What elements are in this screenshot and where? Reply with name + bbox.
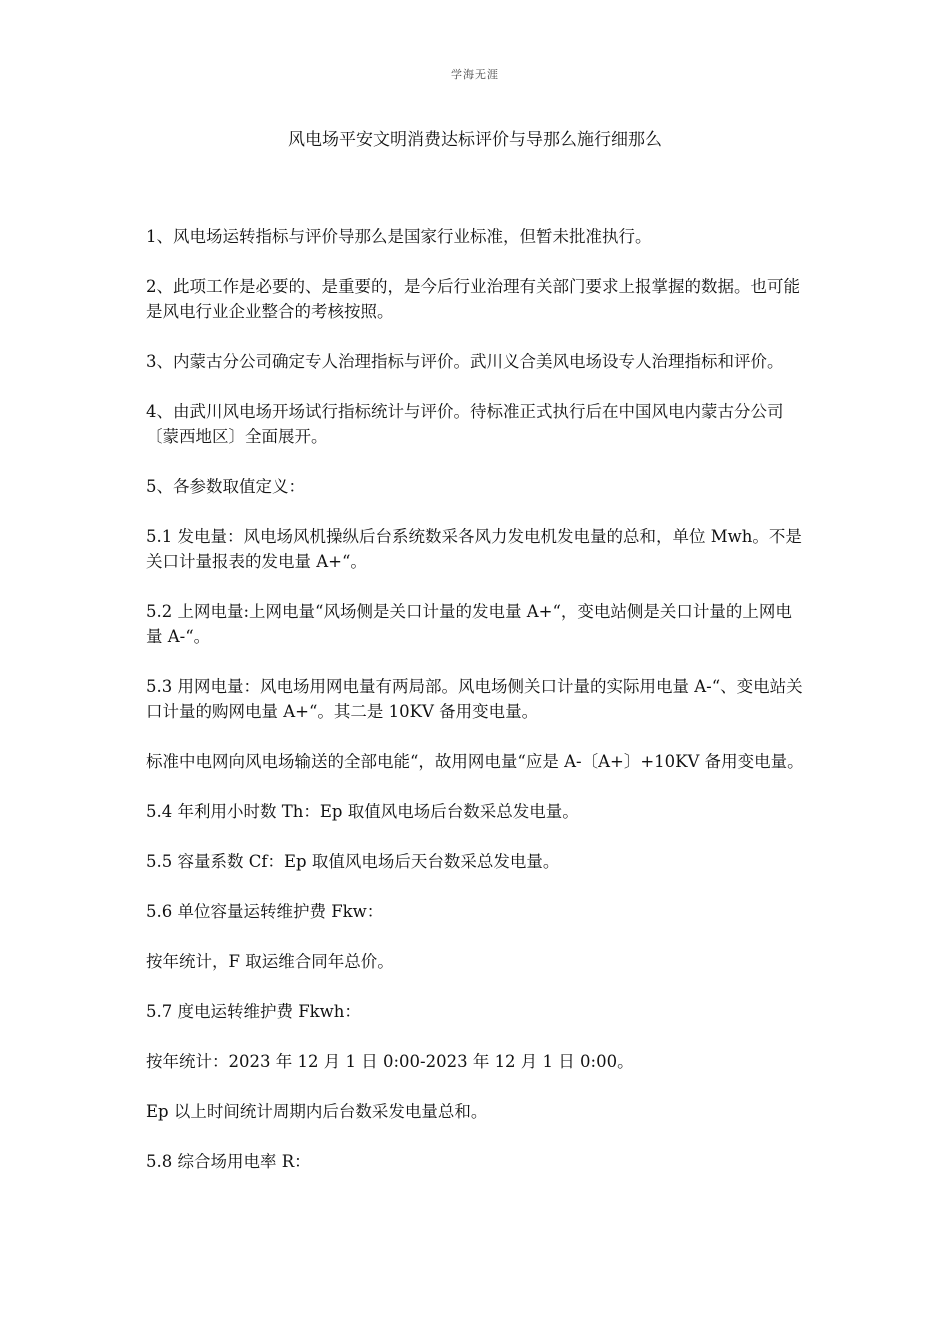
paragraph-5: 5、各参数取值定义： [146,477,305,496]
paragraph-5-1: 5.1 发电量：风电场风机操纵后台系统数采各风力发电机发电量的总和，单位 Mwh。不是关口计量报表的发电量 A+“。 [146,527,802,571]
paragraph-5-4: 5.4 年利用小时数 Th：Ep 取值风电场后台数采总发电量。 [146,802,579,821]
paragraph-standard-note: 标准中电网向风电场输送的全部电能“，故用网电量“应是 A-〔A+〕+10KV 备用变电量。 [146,752,804,771]
paragraph-5-6: 5.6 单位容量运转维护费 Fkw： [146,902,384,921]
paragraph-5-5: 5.5 容量系数 Cf：Ep 取值风电场后天台数采总发电量。 [146,852,560,871]
paragraph-3: 3、内蒙古分公司确定专人治理指标与评价。武川义合美风电场设专人治理指标和评价。 [146,352,784,371]
paragraph-5-8: 5.8 综合场用电率 R： [146,1152,311,1171]
document-title: 风电场平安文明消费达标评价与导那么施行细那么 [288,130,662,150]
page-header: 学海无涯 [451,68,499,81]
paragraph-5-2: 5.2 上网电量:上网电量“风场侧是关口计量的发电量 A+“，变电站侧是关口计量的上网电量 A-“。 [146,602,792,646]
document-body [146,224,806,1199]
paragraph-ep-total: Ep 以上时间统计周期内后台数采发电量总和。 [146,1102,488,1121]
paragraph-4: 4、由武川风电场开场试行指标统计与评价。待标准正式执行后在中国风电内蒙古分公司〔蒙西地区〕全面展开。 [146,402,784,446]
paragraph-5-3: 5.3 用网电量：风电场用网电量有两局部。风电场侧关口计量的实际用电量 A-“、变电站关口计量的购网电量 A+“。其二是 10KV 备用变电量。 [146,677,803,721]
paragraph-5-7: 5.7 度电运转维护费 Fkwh： [146,1002,361,1021]
paragraph-2: 2、此项工作是必要的、是重要的，是今后行业治理有关部门要求上报掌握的数据。也可能是风电行业企业整合的考核按照。 [146,277,800,321]
paragraph-annual-stat: 按年统计，F 取运维合同年总价。 [146,952,394,971]
paragraph-stat-period: 按年统计：2023 年 12 月 1 日 0:00-2023 年 12 月 1 日 0:00。 [146,1052,634,1071]
paragraph-1: 1、风电场运转指标与评价导那么是国家行业标准，但暂未批准执行。 [146,227,652,246]
